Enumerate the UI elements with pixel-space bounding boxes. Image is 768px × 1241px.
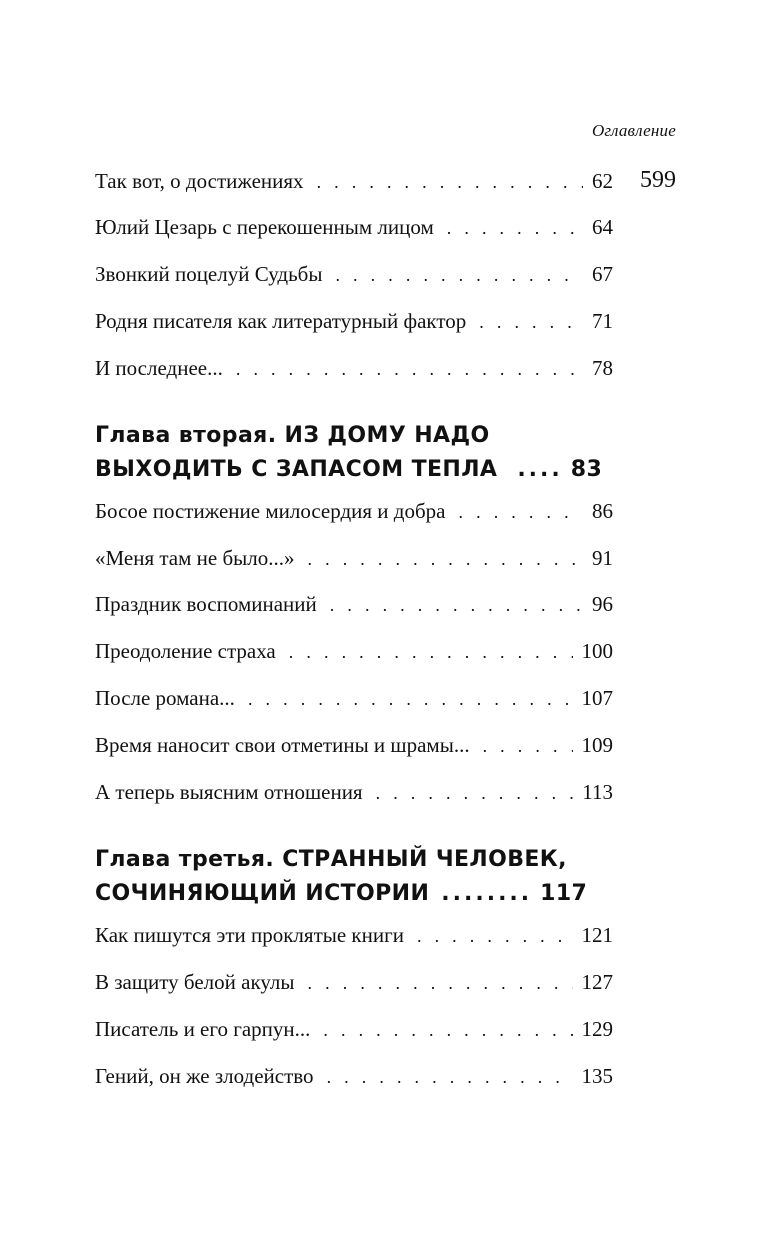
toc-entry-title: Так вот, о достижениях [95,169,304,193]
toc-entry-page: 78 [592,356,613,380]
toc-entry [95,212,613,242]
toc-entry [95,543,613,573]
dot-leader [308,968,573,998]
chapter-heading-2 [95,419,613,487]
toc-entry-title: Родня писателя как литературный фактор [95,309,467,333]
toc-entry-page: 71 [592,309,613,333]
toc-entry-page: 96 [592,592,613,616]
toc-entry [95,353,613,383]
dot-leader [417,921,573,951]
toc-entry-title: Как пишутся эти проклятые книги [95,923,404,947]
toc-entry-page: 107 [581,686,613,710]
toc-entry-page: 127 [581,970,613,994]
dot-leader [335,260,583,290]
chapter-title-line [95,877,613,911]
toc-entry-page: 135 [581,1064,613,1088]
toc-entry-page: 67 [592,262,613,286]
toc-entry-title: Звонкий поцелуй Судьбы [95,262,323,286]
toc-entry-page: 121 [581,923,613,947]
chapter-title-line [95,453,613,487]
dot-leader [289,637,573,667]
toc-entry-title: Писатель и его гарпун... [95,1017,311,1041]
toc-entry [95,730,613,760]
toc-entry [95,259,613,289]
toc-entry-title: Праздник воспоминаний [95,592,317,616]
toc-entry-page: 86 [592,499,613,523]
toc-entry [95,496,613,526]
toc-entry [95,967,613,997]
dot-leader [376,778,574,808]
toc-entry-page: 129 [581,1017,613,1041]
toc-entry-title: Гений, он же злодейство [95,1064,314,1088]
chapter-title-text: ВЫХОДИТЬ С ЗАПАСОМ ТЕПЛА [95,457,498,482]
toc-entry-title: После романа... [95,686,235,710]
toc-entry [95,306,613,336]
toc-entry [95,920,613,950]
toc-entry-title: В защиту белой акулы [95,970,295,994]
dot-leader [447,213,583,243]
toc-entry-title: А теперь выясним отношения [95,780,363,804]
toc-entry [95,1061,613,1091]
chapter-page: 117 [540,881,588,906]
toc-entry-page: 62 [592,169,613,193]
toc-entry-page: 109 [581,733,613,757]
page-number: 599 [640,167,676,193]
dot-leader [459,497,584,527]
dot-leader [517,453,562,487]
toc-entry-title: Юлий Цезарь с перекошенным лицом [95,215,434,239]
dot-leader [441,877,532,911]
chapter-heading-3 [95,843,613,911]
dot-leader [308,544,584,574]
toc-entry [95,777,613,807]
toc-entry [95,589,613,619]
toc-entry-title: Время наносит свои отметины и шрамы... [95,733,470,757]
toc-entry [95,1014,613,1044]
dot-leader [317,167,583,197]
chapter-title-line: Глава вторая. ИЗ ДОМУ НАДО [95,423,490,448]
dot-leader [327,1062,573,1092]
dot-leader [236,354,583,384]
toc-entry-title: «Меня там не было...» [95,546,295,570]
toc-entry-title: Босое постижение милосердия и добра [95,499,446,523]
chapter-title-text: СОЧИНЯЮЩИЙ ИСТОРИИ [95,881,430,906]
dot-leader [330,590,583,620]
toc-entry-title: Преодоление страха [95,639,276,663]
dot-leader [248,684,573,714]
toc-entry-title: И последнее... [95,356,223,380]
toc-entry-page: 64 [592,215,613,239]
toc-entry [95,683,613,713]
toc-entry-page: 100 [581,639,613,663]
dot-leader [323,1015,572,1045]
running-head: Оглавление [591,121,676,140]
chapter-title-line: Глава третья. СТРАННЫЙ ЧЕЛОВЕК, [95,847,567,872]
dot-leader [479,307,583,337]
dot-leader [483,731,573,761]
toc-entry-page: 113 [582,780,613,804]
toc-entry-page: 91 [592,546,613,570]
toc-entry [95,636,613,666]
chapter-page: 83 [570,457,603,482]
toc-entry [95,166,613,196]
